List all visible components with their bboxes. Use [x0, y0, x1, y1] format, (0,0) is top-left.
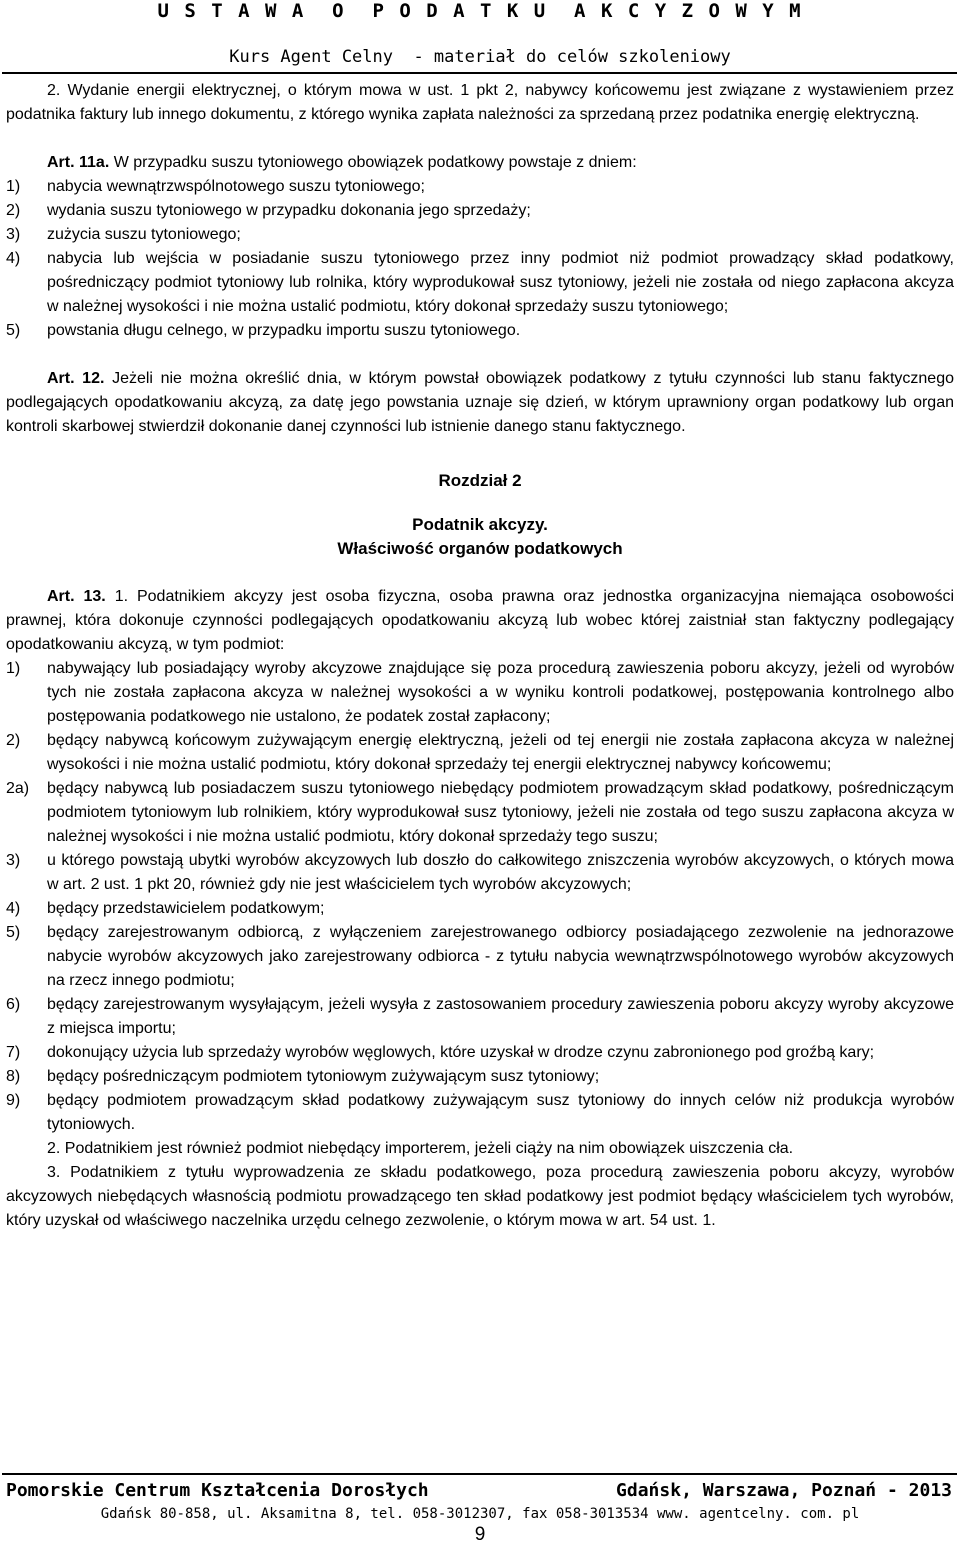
list-item: 1) nabycia wewnątrzwspólnotowego suszu tytoniowego; [6, 178, 425, 195]
list-item: 3) u którego powstają ubytki wyrobów akcyzowych lub doszło do całkowitego zniszczenia wyrobów akcyzowych, o których mowa w art. 2 ust. 1 pkt 20, również gdy nie jest właścicielem tych wyrobów akcyzowych; [6, 852, 954, 893]
list-item: 3) zużycia suszu tytoniowego; [6, 226, 241, 243]
list-item: 2) wydania suszu tytoniowego w przypadku dokonania jego sprzedaży; [6, 202, 531, 219]
header-divider [2, 72, 957, 74]
chapter-title-line2: Właściwość organów podatkowych [337, 539, 623, 558]
list-item: 6) będący zarejestrowanym wysyłającym, jeżeli wysyła z zastosowaniem procedury zawieszenia poboru akcyzy wyroby akcyzowe z miejsca importu; [6, 996, 954, 1037]
list-item: 2a) będący nabywcą lub posiadaczem suszu tytoniowego niebędący podmiotem prowadzącym skład podatkowy, pośredniczącym podmiotem tytoniowym lub rolnikiem, który wyprodukował susz tytoniowy, jeżeli nie została od tego suszu zapłacona akcyza w należnej wysokości i nie można ustalić podmiotu, który dokonał sprzedaży tego suszu; [6, 780, 954, 845]
list-item: 1) nabywający lub posiadający wyroby akcyzowe znajdujące się poza procedurą zawieszenia poboru akcyzy, jeżeli od wyrobów tych nie została zapłacona akcyza w należnej wysokości a w wyniku kontroli podatkowej, postępowania kontrolnego albo postępowania podatkowego nie ustalono, że podatek został zapłacony; [6, 660, 954, 725]
list-item: 9) będący podmiotem prowadzącym skład podatkowy zużywającym susz tytoniowy do innych celów niż produkcja wyrobów tytoniowych. [6, 1092, 954, 1133]
paragraph-energy: 2. Wydanie energii elektrycznej, o którym mowa w ust. 1 pkt 2, nabywcy końcowemu jest związane z wystawieniem przez podatnika faktury lub innego dokumentu, z którego wynika zapłata należności za sprzedaną przez podatnika energię elektryczną. [6, 82, 954, 123]
art-13-list [6, 657, 954, 1137]
art-11a-label: Art. 11a. [47, 154, 110, 171]
list-item: 5) powstania długu celnego, w przypadku importu suszu tytoniowego. [6, 322, 521, 339]
document-header-subtitle: Kurs Agent Celny - materiał do celów szkoleniowy [229, 47, 731, 67]
chapter-number: Rozdział 2 [438, 471, 522, 490]
list-item: 8) będący pośredniczącym podmiotem tytoniowym zużywającym susz tytoniowy; [6, 1068, 600, 1085]
list-item: 2) będący nabywcą końcowym zużywającym energię elektryczną, jeżeli od tej energii nie została zapłacona akcyza w należnej wysokości i nie można ustalić podmiotu, który dokonał sprzedaży tej energii elektrycznej nabywcy końcowemu; [6, 732, 954, 773]
list-item: 4) będący przedstawicielem podatkowym; [6, 900, 325, 917]
document-header-title: U S T A W A O P O D A T K U A K C Y Z O W Y M [157, 0, 803, 22]
art-13-paragraph-3: 3. Podatnikiem z tytułu wyprowadzenia ze składu podatkowego, poza procedurą zawieszenia poboru akcyzy, wyrobów akcyzowych niebędących własnością podmiotu prowadzącego ten skład podatkowy jest podmiot będący właścicielem tych wyrobów, który uzyskał od właściwego naczelnika urzędu celnego zezwolenie, o którym mowa w art. 54 ust. 1. [6, 1164, 954, 1229]
page-number: 9 [474, 1524, 486, 1545]
art-13-label: Art. 13. [47, 588, 106, 605]
footer-cities-year: Gdańsk, Warszawa, Poznań - 2013 [616, 1480, 952, 1501]
list-item: 4) nabycia lub wejścia w posiadanie suszu tytoniowego przez inny podmiot niż podmiot prowadzący skład podatkowy, pośredniczący podmiot tytoniowy lub rolnika, który wyprodukował susz tytoniowy, jeżeli nie została od niego zapłacona akcyza w należnej wysokości i nie można ustalić podmiotu, który dokonał sprzedaży suszu tytoniowego; [6, 250, 954, 315]
chapter-title-line1: Podatnik akcyzy. [412, 515, 548, 534]
art-11a-list [6, 175, 954, 343]
footer-address: Gdańsk 80-858, ul. Aksamitna 8, tel. 058-3012307, fax 058-3013534 www. agentcelny. com. pl [100, 1506, 860, 1522]
document-body [6, 79, 954, 1233]
list-item: 5) będący zarejestrowanym odbiorcą, z wyłączeniem zarejestrowanego odbiorcy posiadającego zezwolenie na jednorazowe nabycie wyrobów akcyzowych jako zarejestrowany odbiorca - z tytułu nabycia wewnątrzwspólnotowego wyrobów akcyzowych na rzecz innego podmiotu; [6, 924, 954, 989]
footer-divider [2, 1473, 957, 1475]
art-11a-intro: Art. 11a. W przypadku suszu tytoniowego obowiązek podatkowy powstaje z dniem: [47, 154, 637, 171]
art-12-label: Art. 12. [47, 370, 105, 387]
art-13-paragraph-1: Art. 13. 1. Podatnikiem akcyzy jest osoba fizyczna, osoba prawna oraz jednostka organizacyjna niemająca osobowości prawnej, która dokonuje czynności podlegających opodatkowaniu akcyzą lub wobec której zaistniał stan faktyczny podlegający opodatkowaniu akcyzą, w tym podmiot: [6, 588, 954, 653]
art-12-paragraph: Art. 12. Jeżeli nie można określić dnia, w którym powstał obowiązek podatkowy z tytułu czynności lub stanu faktycznego podlegających opodatkowaniu akcyzą, za datę jego powstania uznaje się dzień, w którym uprawniony organ podatkowy lub organ kontroli skarbowej stwierdził dokonanie danej czynności lub istnienie danego stanu faktycznego. [6, 370, 954, 435]
list-item: 7) dokonujący użycia lub sprzedaży wyrobów węglowych, które uzyskał w drodze czynu zabronionego pod groźbą kary; [6, 1044, 875, 1061]
footer-organization: Pomorskie Centrum Kształcenia Dorosłych [6, 1480, 429, 1501]
art-13-paragraph-2: 2. Podatnikiem jest również podmiot niebędący importerem, jeżeli ciąży na nim obowiązek uiszczenia cła. [47, 1140, 794, 1157]
